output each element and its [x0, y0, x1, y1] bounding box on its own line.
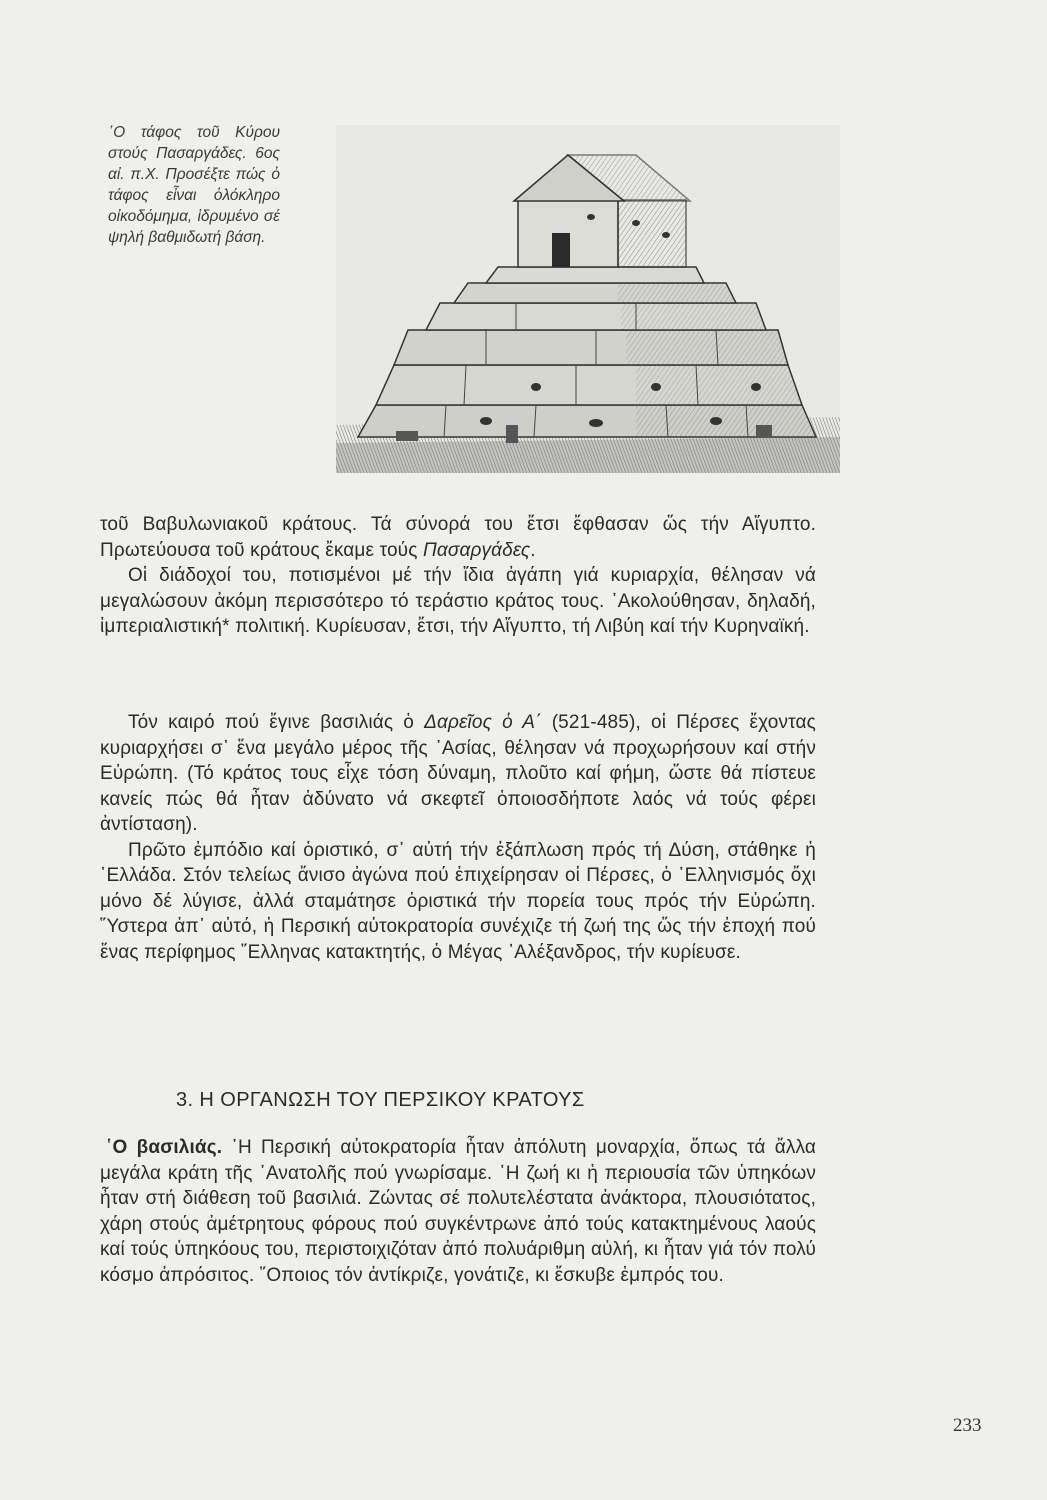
- paragraph-5-text: ῾Η Περσική αὐτοκρατορία ἦταν ἀπόλυτη μοναρχία, ὅπως τά ἄλλα μεγάλα κράτη τῆς ᾿Ανατολῆς πού γνωρίσαμε. ῾Η ζωή κι ἡ περιουσία τῶν ὑπηκόων ἦταν στή διάθεση τοῦ βασιλιά. Ζώντας σέ πολυτελέστατα ἀνάκτορα, πλουσιότατος, χάρη στούς ἀμέτρητους φόρους πού συγκέντρωνε ἀπό τούς κατακτημένους λαούς καί τούς ὑπηκόους του, περιστοιχιζόταν ἀπό πολυάριθμη αὐλή, κι ἦταν γιά τόν πολύ κόσμο ἀπρόσιτος. ῞Οποιος τόν ἀντίκριζε, γονάτιζε, κι ἔσκυβε ἐμπρός του.: [100, 1137, 816, 1286]
- the-king-heading: ῾Ο βασιλιάς.: [106, 1137, 223, 1158]
- paragraph-5: [100, 1135, 816, 1288]
- paragraph-3-text-b: (521-485), οἱ Πέρσες ἔχοντας κυριαρχήσει σ᾿ ἕνα μεγάλο μέρος τῆς ᾿Ασίας, θέλησαν νά προχωρήσουν καί στήν Εὐρώπη. (Τό κράτος τους εἶχε τόση δύναμη, πλοῦτο καί φήμη, ὥστε θά πίστευε κανείς πώς θά ἦταν ἀδύνατο νά σκεφτεῖ ὁποιοσδήποτε λαός νά τούς φέρει ἀντίσταση).: [100, 712, 816, 835]
- darius-emphasis: Δαρεῖος ὁ Α΄: [424, 712, 542, 733]
- paragraph-3: [100, 710, 816, 838]
- tomb-of-cyrus-illustration: [336, 125, 840, 473]
- paragraph-1-end: .: [530, 539, 536, 561]
- page-number: 233: [953, 1415, 982, 1436]
- paragraph-1-text: τοῦ Βαβυλωνιακοῦ κράτους. Τά σύνορά του ἔτσι ἔφθασαν ὥς τήν Αἴγυπτο. Πρωτεύουσα τοῦ κράτους ἔκαμε τούς: [100, 514, 816, 561]
- body-text-lower: [100, 1135, 816, 1288]
- paragraph-2: Οἱ διάδοχοί του, ποτισμένοι μέ τήν ἴδια ἀγάπη γιά κυριαρχία, θέλησαν νά μεγαλώσουν ἀκόμη περισσότερο τό τεράστιο κράτος τους. ᾿Ακολούθησαν, δηλαδή, ἰμπεριαλιστική* πολιτική. Κυρίευσαν, ἔτσι, τήν Αἴγυπτο, τή Λιβύη καί τήν Κυρηναϊκή.: [100, 565, 816, 637]
- body-text-upper: [100, 512, 816, 640]
- figure-caption: ῾Ο τάφος τοῦ Κύρου στούς Πασαργάδες. 6ος αἰ. π.Χ. Προσέξτε πώς ὁ τάφος εἶναι ὁλόκληρο οἰκοδόμημα, ἱδρυμένο σέ ψηλή βαθμιδωτή βάση.: [108, 124, 280, 246]
- paragraph-1: [100, 512, 816, 563]
- pasargadae-emphasis: Πασαργάδες: [422, 539, 531, 561]
- tomb-illustration-icon: [336, 125, 840, 473]
- body-text-middle: [100, 710, 816, 965]
- paragraph-4: Πρῶτο ἐμπόδιο καί ὁριστικό, σ᾿ αὐτή τήν ἐξάπλωση πρός τή Δύση, στάθηκε ἡ ῾Ελλάδα. Στόν τελείως ἄνισο ἀγώνα πού ἐπιχείρησαν οἱ Πέρσες, ὁ ῾Ελληνισμός ὄχι μόνο δέ λύγισε, ἀλλά σταμάτησε ὁριστικά τήν πορεία τους πρός τήν Εὐρώπη. ῞Υστερα ἀπ᾿ αὐτό, ἡ Περσική αὐτοκρατορία συνέχιζε τή ζωή της ὥς τήν ἐποχή πού ἕνας περίφημος ῞Ελληνας κατακτητής, ὁ Μέγας ᾿Αλέξανδρος, τήν κυρίευσε.: [100, 839, 816, 963]
- paragraph-3-text-a: Τόν καιρό πού ἔγινε βασιλιάς ὁ: [128, 712, 425, 733]
- section-heading: 3. Η ΟΡΓΑΝΩΣΗ ΤΟΥ ΠΕΡΣΙΚΟΥ ΚΡΑΤΟΥΣ: [176, 1089, 585, 1111]
